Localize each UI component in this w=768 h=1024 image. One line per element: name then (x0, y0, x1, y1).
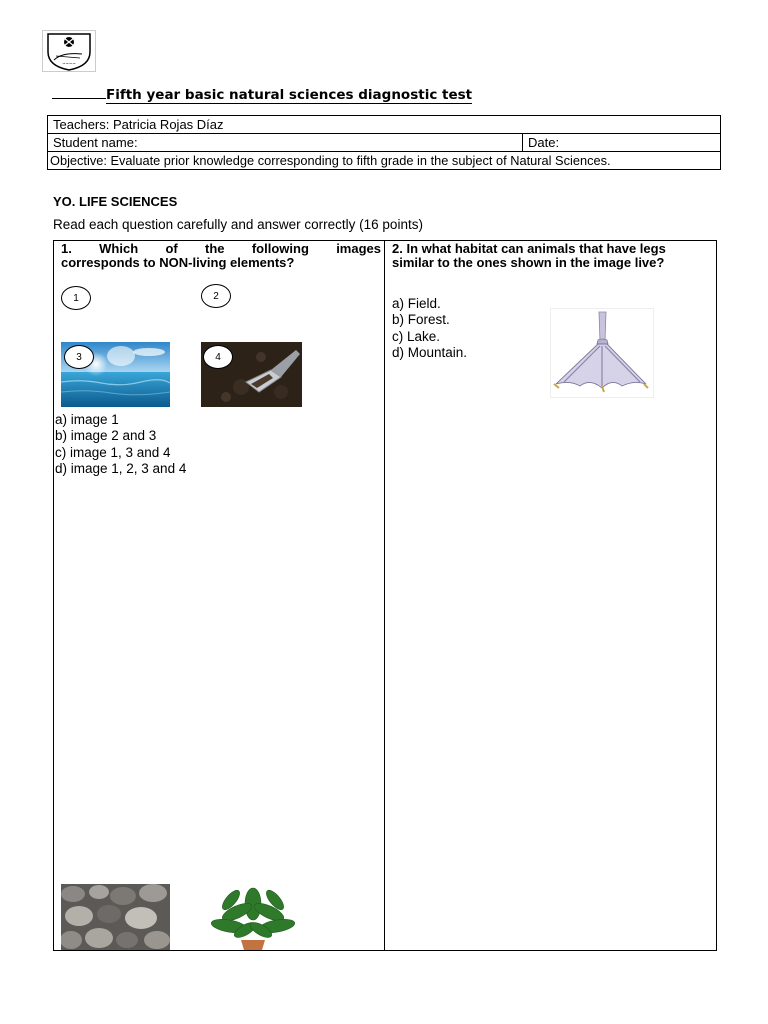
q1-option-b[interactable]: b) image 2 and 3 (55, 428, 157, 444)
question-1-text (61, 242, 381, 270)
q1-option-a[interactable]: a) image 1 (55, 412, 119, 427)
question-2-text (392, 242, 714, 270)
svg-text:~~~~: ~~~~ (62, 61, 76, 66)
q1-option-d[interactable]: d) image 1, 2, 3 and 4 (55, 461, 187, 477)
q2-option-a[interactable]: a) Field. (392, 296, 441, 311)
image-label-1: 1 (61, 286, 91, 310)
teachers-field: Teachers: Patricia Rojas Díaz (48, 116, 721, 134)
question-2-line-1: 2. In what habitat can animals that have legs (392, 241, 666, 256)
webbed-foot-image (550, 308, 654, 398)
student-info-table (47, 115, 721, 170)
student-name-field[interactable]: Student name: (48, 134, 523, 152)
question-1-line-2: corresponds to NON-living elements? (61, 255, 295, 270)
potted-plant-image (201, 884, 305, 950)
q1-option-c[interactable]: c) image 1, 3 and 4 (55, 444, 171, 460)
stones-image (61, 884, 170, 950)
question-2-options (392, 296, 467, 362)
section-title: YO. LIFE SCIENCES (53, 194, 178, 209)
image-label-3: 3 (64, 345, 94, 369)
q2-option-d[interactable]: d) Mountain. (392, 345, 468, 361)
date-field[interactable]: Date: (523, 134, 721, 152)
objective-field: Objective: Evaluate prior knowledge corresponding to fifth grade in the subject of Natural Sciences. (48, 152, 721, 170)
question-1-options (55, 412, 186, 478)
image-label-2: 2 (201, 284, 231, 308)
instructions: Read each question carefully and answer correctly (16 points) (53, 217, 423, 232)
q2-option-c[interactable]: c) Lake. (392, 328, 441, 344)
question-1-line-1: 1. Which of the following images (61, 241, 381, 256)
document-title: Fifth year basic natural sciences diagnostic test (52, 86, 522, 103)
school-crest-logo (42, 30, 96, 72)
q2-option-b[interactable]: b) Forest. (392, 312, 450, 328)
question-2-line-2: similar to the ones shown in the image live? (392, 255, 665, 270)
image-label-4: 4 (203, 345, 233, 369)
column-divider (384, 240, 385, 951)
